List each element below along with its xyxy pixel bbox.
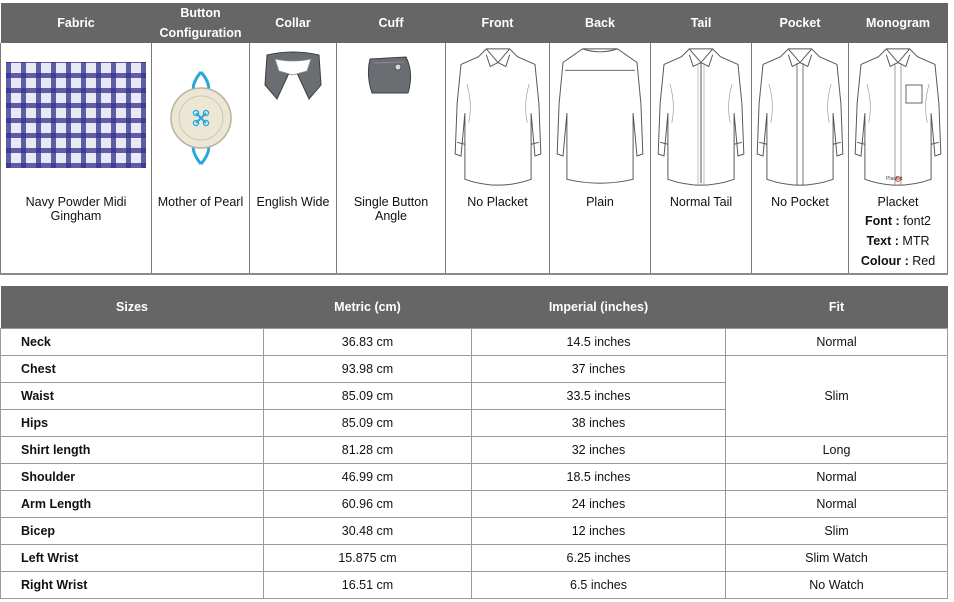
size-metric: 15.875 cm	[264, 545, 472, 572]
fabric-value: Navy Powder Midi Gingham	[25, 195, 127, 223]
size-imperial: 32 inches	[472, 437, 726, 464]
size-metric: 16.51 cm	[264, 572, 472, 599]
header-sizes: Sizes	[1, 286, 264, 329]
size-imperial: 18.5 inches	[472, 464, 726, 491]
monogram-value: Placket	[877, 195, 919, 209]
monogram-image-caption: Placket	[886, 176, 903, 182]
size-imperial: 37 inches	[472, 356, 726, 383]
shirt-front-icon	[452, 45, 544, 191]
button-cell	[152, 43, 250, 274]
size-metric: 85.09 cm	[264, 383, 472, 410]
size-name: Left Wrist	[1, 545, 264, 572]
table-row	[1, 518, 948, 545]
header-pocket: Pocket	[752, 3, 849, 43]
monogram-text-label: Text :	[866, 234, 899, 248]
table-row	[1, 437, 948, 464]
size-metric: 81.28 cm	[264, 437, 472, 464]
pocket-cell	[752, 43, 849, 274]
pocket-value: No Pocket	[771, 195, 829, 209]
shirt-tail-icon	[655, 45, 747, 191]
button-value: Mother of Pearl	[157, 195, 244, 209]
fabric-swatch	[6, 62, 146, 168]
table-row	[1, 329, 948, 356]
monogram-cell	[849, 43, 948, 274]
size-metric: 60.96 cm	[264, 491, 472, 518]
size-fit: No Watch	[726, 572, 948, 599]
size-fit: Slim Watch	[726, 545, 948, 572]
size-imperial: 6.5 inches	[472, 572, 726, 599]
header-cuff: Cuff	[337, 3, 446, 43]
header-button-configuration	[152, 3, 250, 43]
size-name: Right Wrist	[1, 572, 264, 599]
tail-value: Normal Tail	[669, 195, 733, 209]
cuff-cell	[337, 43, 446, 274]
front-cell	[446, 43, 550, 274]
size-metric: 36.83 cm	[264, 329, 472, 356]
size-imperial: 33.5 inches	[472, 383, 726, 410]
back-value: Plain	[586, 195, 614, 209]
size-metric: 85.09 cm	[264, 410, 472, 437]
size-name: Neck	[1, 329, 264, 356]
header-collar: Collar	[250, 3, 337, 43]
monogram-details	[849, 211, 947, 271]
header-fabric: Fabric	[1, 3, 152, 43]
header-front: Front	[446, 3, 550, 43]
size-fit: Normal	[726, 491, 948, 518]
size-metric: 30.48 cm	[264, 518, 472, 545]
options-header-row	[1, 3, 948, 43]
size-fit: Long	[726, 437, 948, 464]
shirt-pocket-icon	[754, 45, 846, 191]
size-imperial: 6.25 inches	[472, 545, 726, 572]
table-row	[1, 356, 948, 383]
size-name: Hips	[1, 410, 264, 437]
options-values-row	[1, 43, 948, 274]
collar-value: English Wide	[256, 195, 330, 209]
table-row	[1, 464, 948, 491]
fabric-cell	[1, 43, 152, 274]
monogram-font-label: Font :	[864, 214, 900, 228]
header-tail: Tail	[651, 3, 752, 43]
front-value: No Placket	[467, 195, 528, 209]
size-metric: 93.98 cm	[264, 356, 472, 383]
size-imperial: 38 inches	[472, 410, 726, 437]
monogram-font-value: font2	[903, 214, 931, 228]
header-fit: Fit	[726, 286, 948, 329]
header-button-line1: Button	[180, 6, 221, 20]
header-imperial: Imperial (inches)	[472, 286, 726, 329]
cuff-value: Single Button Angle	[353, 195, 429, 223]
tail-cell	[651, 43, 752, 274]
header-metric: Metric (cm)	[264, 286, 472, 329]
size-fit: Normal	[726, 329, 948, 356]
table-row	[1, 545, 948, 572]
size-fit: Slim	[726, 518, 948, 545]
monogram-colour-value: Red	[912, 254, 936, 268]
back-cell	[550, 43, 651, 274]
shirt-options-table	[0, 3, 948, 275]
shirt-back-icon	[554, 45, 646, 191]
size-name: Bicep	[1, 518, 264, 545]
sizes-table	[0, 286, 948, 599]
monogram-colour-label: Colour :	[860, 254, 909, 268]
table-row	[1, 572, 948, 599]
size-imperial: 14.5 inches	[472, 329, 726, 356]
monogram-text-value: MTR	[902, 234, 930, 248]
table-row	[1, 491, 948, 518]
header-button-line2: Configuration	[159, 26, 242, 40]
shirt-monogram-icon	[852, 45, 944, 191]
size-name: Waist	[1, 383, 264, 410]
size-name: Shoulder	[1, 464, 264, 491]
header-back: Back	[550, 3, 651, 43]
header-monogram: Monogram	[849, 3, 948, 43]
size-fit: Slim	[726, 356, 948, 437]
size-fit: Normal	[726, 464, 948, 491]
size-imperial: 24 inches	[472, 491, 726, 518]
size-name: Shirt length	[1, 437, 264, 464]
collar-cell	[250, 43, 337, 274]
size-metric: 46.99 cm	[264, 464, 472, 491]
size-name: Chest	[1, 356, 264, 383]
button-icon	[166, 70, 236, 166]
size-imperial: 12 inches	[472, 518, 726, 545]
collar-icon	[261, 49, 325, 103]
cuff-icon	[366, 53, 416, 97]
sizes-header-row	[1, 286, 948, 329]
size-name: Arm Length	[1, 491, 264, 518]
